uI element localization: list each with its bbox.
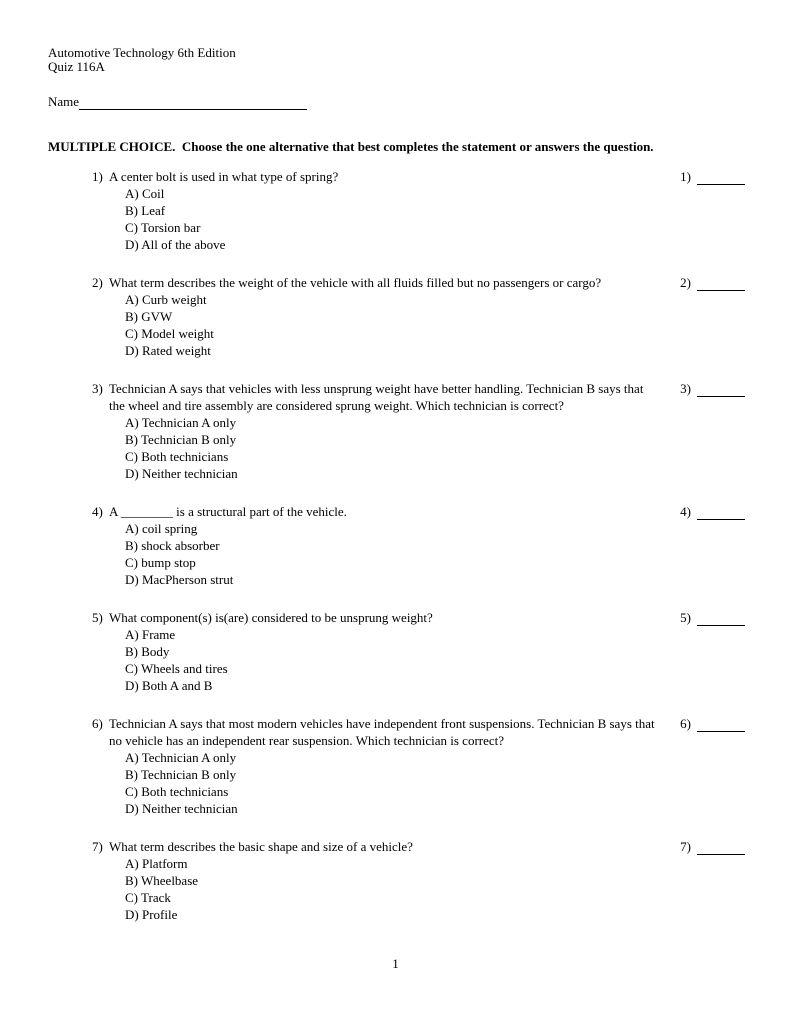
answer-area [673,168,745,185]
question-block [48,380,745,482]
answer-number: 6) [680,716,691,731]
question-text: What term describes the basic shape and size of a vehicle? [109,839,413,854]
choice: A) Curb weight [125,292,207,307]
choices-list [125,626,673,694]
choice: D) Neither technician [125,801,238,816]
question-number: 2) [92,275,103,290]
choice: A) Technician A only [125,750,237,765]
choice: A) Technician A only [125,415,237,430]
choice: C) bump stop [125,555,196,570]
choice: C) Both technicians [125,449,229,464]
document-title: Automotive Technology 6th Edition [48,45,236,60]
question-number: 7) [92,839,103,854]
question-text: Technician A says that most modern vehicles have independent front suspensions. Technician B says that no vehicle has an independent rear suspension. Which technician is correct? [109,716,655,748]
answer-number: 7) [680,839,691,854]
question-number: 6) [92,716,103,731]
choice: A) Frame [125,627,176,642]
question-text: A ________ is a structural part of the vehicle. [109,504,347,519]
choice: A) coil spring [125,521,198,536]
choice: B) Wheelbase [125,873,199,888]
answer-area [673,503,745,520]
question-block [48,609,745,694]
choice: B) GVW [125,309,173,324]
choice: D) Both A and B [125,678,213,693]
choice: A) Platform [125,856,188,871]
choices-list [125,291,673,359]
choice: B) Body [125,644,170,659]
question-block [48,274,745,359]
answer-blank[interactable] [697,170,745,185]
name-blank[interactable] [79,95,307,110]
question-number: 3) [92,381,103,396]
choice: C) Wheels and tires [125,661,228,676]
answer-number: 2) [680,275,691,290]
name-label: Name [48,94,80,109]
choice: C) Model weight [125,326,214,341]
answer-area [673,274,745,291]
question-block [48,168,745,253]
page-number: 1 [392,956,399,971]
page-header [48,46,745,74]
question-text: A center bolt is used in what type of spring? [109,169,339,184]
choice: D) Profile [125,907,178,922]
answer-area [673,609,745,626]
choice: C) Track [125,890,171,905]
choices-list [125,414,673,482]
answer-number: 1) [680,169,691,184]
choice: B) shock absorber [125,538,220,553]
choice: D) MacPherson strut [125,572,234,587]
choice: B) Technician B only [125,432,237,447]
questions-list [48,168,745,923]
answer-number: 4) [680,504,691,519]
instructions-heading: MULTIPLE CHOICE. Choose the one alternative that best completes the statement or answers the question. [48,139,654,154]
choices-list [125,520,673,588]
question-text: What term describes the weight of the vehicle with all fluids filled but no passengers or cargo? [109,275,602,290]
question-text: What component(s) is(are) considered to be unsprung weight? [109,610,433,625]
choice: C) Torsion bar [125,220,201,235]
question-block [48,503,745,588]
choice: B) Leaf [125,203,166,218]
answer-number: 3) [680,381,691,396]
answer-area [673,838,745,855]
choice: B) Technician B only [125,767,237,782]
choices-list [125,185,673,253]
choice: D) Neither technician [125,466,238,481]
answer-blank[interactable] [697,611,745,626]
choice: C) Both technicians [125,784,229,799]
answer-area [673,380,745,397]
choice: D) All of the above [125,237,226,252]
choices-list [125,749,673,817]
question-number: 4) [92,504,103,519]
answer-blank[interactable] [697,840,745,855]
answer-blank[interactable] [697,276,745,291]
answer-number: 5) [680,610,691,625]
answer-blank[interactable] [697,382,745,397]
answer-blank[interactable] [697,505,745,520]
question-block [48,838,745,923]
answer-blank[interactable] [697,717,745,732]
quiz-number: Quiz 116A [48,59,105,74]
answer-area [673,715,745,732]
question-number: 1) [92,169,103,184]
name-row [48,94,745,110]
question-block [48,715,745,817]
choices-list [125,855,673,923]
page-footer [0,956,791,972]
question-number: 5) [92,610,103,625]
choice: D) Rated weight [125,343,211,358]
choice: A) Coil [125,186,165,201]
question-text: Technician A says that vehicles with less unsprung weight have better handling. Technician B says that the wheel and tire assembly are considered sprung weight. Which technician is correct? [109,381,644,413]
